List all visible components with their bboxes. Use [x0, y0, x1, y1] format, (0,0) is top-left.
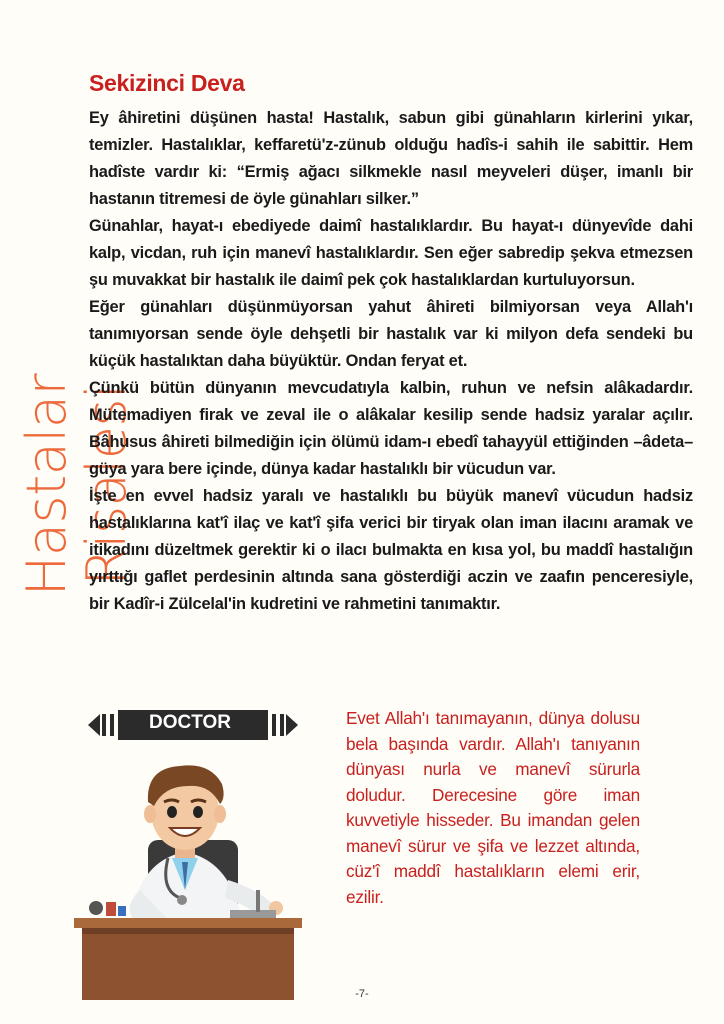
paragraph-5: İşte en evvel hadsiz yaralı ve hastalıklı bu büyük manevî vücudun hadsiz hastalıklarına kat'î ilaç ve kat'î şifa verici bir tiryak olan iman ilacını aramak ve itikadını düzeltmek gerektir ki o ilacı bulmakta en kısa yol, bu maddî hastalığın yırttığı gaflet perdesinin altında sana gösterdiği aczin ve zaafın penceresiyle, bir Kadîr-i Zülcelal'in kudretini ve rahmetini tanımaktır. [89, 487, 693, 613]
paragraph-4: Çünkü bütün dünyanın mevcudatıyla kalbin, ruhun ve nefsin alâkadardır. Mütemadiyen firak ve zeval ile o alâkalar kesilip sende hadsiz yaralar açılır. Bâhusus âhireti bilmediğin için ölümü idam-ı ebedî tahayyül ettiğinden –âdeta– güya yara bere içinde, dünya kadar hastalıklı bir vücudun var. [89, 379, 693, 478]
doctor-label: DOCTOR [149, 712, 231, 733]
section-heading: Sekizinci Deva [89, 70, 245, 96]
doctor-figure [60, 740, 310, 1000]
main-content [89, 70, 693, 618]
side-title: Hastalar Risalesi [15, 373, 138, 597]
highlight-paragraph: Evet Allah'ı tanımayanın, dünya dolusu bela başında vardır. Allah'ı tanıyanın dünyası nurla ve manevî sürurla doludur. Derecesine göre iman kuvvetiyle hisseder. Bu imandan gelen manevî sürur ve şifa ve lezzet altında, cüz'î maddî hastalıkların elemi erir, ezilir. [346, 708, 640, 907]
page-number: -7- [355, 988, 369, 1000]
doctor-illustration [60, 700, 310, 1000]
paragraph-2: Günahlar, hayat-ı ebediyede daimî hastalıklardır. Bu hayat-ı dünyevîde dahi kalp, vicdan, ruh için manevî hastalıklardır. Sen eğer sabredip şekva etmezsen şu muvakkat bir hastalık ile daimî pek çok hastalıklardan kurtuluyorsun. [89, 217, 693, 289]
paragraph-3: Eğer günahları düşünmüyorsan yahut âhireti bilmiyorsan veya Allah'ı tanımıyorsan sende öyle dehşetli bir hastalık var ki milyon defa sendeki bu küçük hastalıktan daha büyüktür. Ondan feryat et. [89, 298, 693, 370]
paragraph-1: Ey âhiretini düşünen hasta! Hastalık, sabun gibi günahların kirlerini yıkar, temizler. Hastalıklar, keffaretü'z-zünub olduğu hadîs-i sahih ile sabittir. Hem hadîste vardır ki: “Ermiş ağacı silkmekle nasıl meyveleri düşer, imanlı bir hastanın titremesi de öyle günahları silker.” [89, 109, 693, 208]
